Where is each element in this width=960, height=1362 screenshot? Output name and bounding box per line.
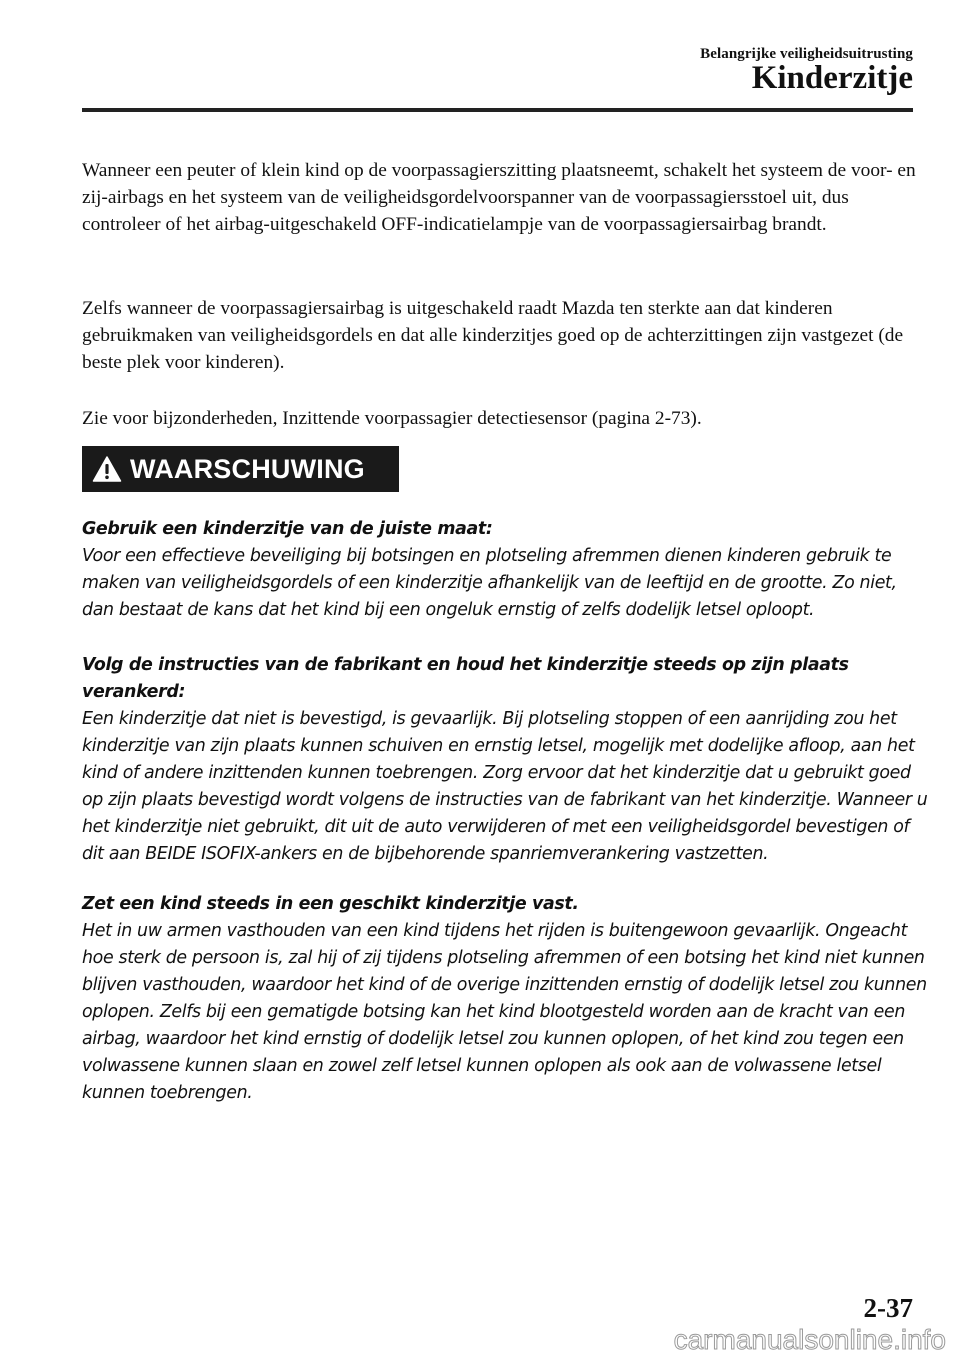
warning-item-text: Het in uw armen vasthouden van een kind tijdens het rijden is buitengewoon gevaarlijk. Ongeacht hoe sterk de persoon is, zal hij of zij tijdens plotseling afremmen of een botsing het kind niet kunnen blijven vasthouden, waardoor het kind of de overige inzittenden ernstig of dodelijk letsel zou kunnen oplopen. Zelfs bij een gematigde botsing kan het kind blootgesteld worden aan de kracht van een airbag, waardoor het kind ernstig of dodelijk letsel zou kunnen oplopen, of het kind zou tegen een volwassene kunnen slaan en zowel zelf letsel kunnen oplopen als ook aan de volwassene letsel kunnen toebrengen. — [82, 921, 927, 1103]
intro-paragraph-2: Zelfs wanneer de voorpassagiersairbag is uitgeschakeld raadt Mazda ten sterkte aan dat kinderen gebruikmaken van veiligheidsgordels en dat alle kinderzitjes goed op de achterzittingen zijn vastgezet (de beste plek voor kinderen). — [82, 298, 904, 373]
warning-item-3 — [82, 891, 928, 1107]
page-title: Kinderzitje — [751, 60, 913, 96]
warning-label: WAARSCHUWING — [130, 453, 365, 484]
warning-item-2 — [82, 652, 928, 868]
warning-item-heading: Gebruik een kinderzitje van de juiste maat: — [82, 519, 493, 539]
warning-item-heading: Volg de instructies van de fabrikant en houd het kinderzitje steeds op zijn plaats verankerd: — [82, 655, 849, 702]
warning-item-heading: Zet een kind steeds in een geschikt kinderzitje vast. — [82, 894, 579, 914]
warning-item-text: Voor een effectieve beveiliging bij botsingen en plotseling afremmen dienen kinderen gebruik te maken van veiligheidsgordels of een kinderzitje afhankelijk van de leeftijd en de grootte. Zo niet, dan bestaat de kans dat het kind bij een ongeluk ernstig of zelfs dodelijk letsel oploopt. — [82, 546, 897, 620]
warning-badge — [82, 446, 399, 492]
warning-item-text: Een kinderzitje dat niet is bevestigd, is gevaarlijk. Bij plotseling stoppen of een aanrijding zou het kinderzitje van zijn plaats kunnen schuiven en ernstig letsel, mogelijk met dodelijke afloop, aan het kind of andere inzittenden kunnen toebrengen. Zorg ervoor dat het kinderzitje dat u gebruikt goed op zijn plaats bevestigd wordt volgens de instructies van de fabrikant van het kinderzitje. Wanneer u het kinderzitje niet gebruikt, dit uit de auto verwijderen of met een veiligheidsgordel bevestigen of dit aan BEIDE ISOFIX-ankers en de bijbehorende spanriemverankering vastzetten. — [82, 709, 928, 864]
intro-paragraph-3: Zie voor bijzonderheden, Inzittende voorpassagier detectiesensor (pagina 2-73). — [82, 408, 702, 429]
watermark: carmanualsonline.info — [673, 1324, 946, 1355]
warning-item-1 — [82, 516, 928, 624]
section-label: Belangrijke veiligheidsuitrusting — [700, 46, 913, 62]
intro-paragraph-1: Wanneer een peuter of klein kind op de voorpassagierszitting plaatsneemt, schakelt het systeem de voor- en zij-airbags en het systeem van de veiligheidsgordelvoorspanner van de voorpassagiersstoel uit, dus controleer of het airbag-uitgeschakeld OFF-indicatielampje van de voorpassagiersairbag brandt. — [82, 160, 916, 235]
header-divider — [82, 108, 913, 112]
warning-triangle-icon — [92, 455, 122, 483]
page-number: 2-37 — [863, 1293, 913, 1323]
